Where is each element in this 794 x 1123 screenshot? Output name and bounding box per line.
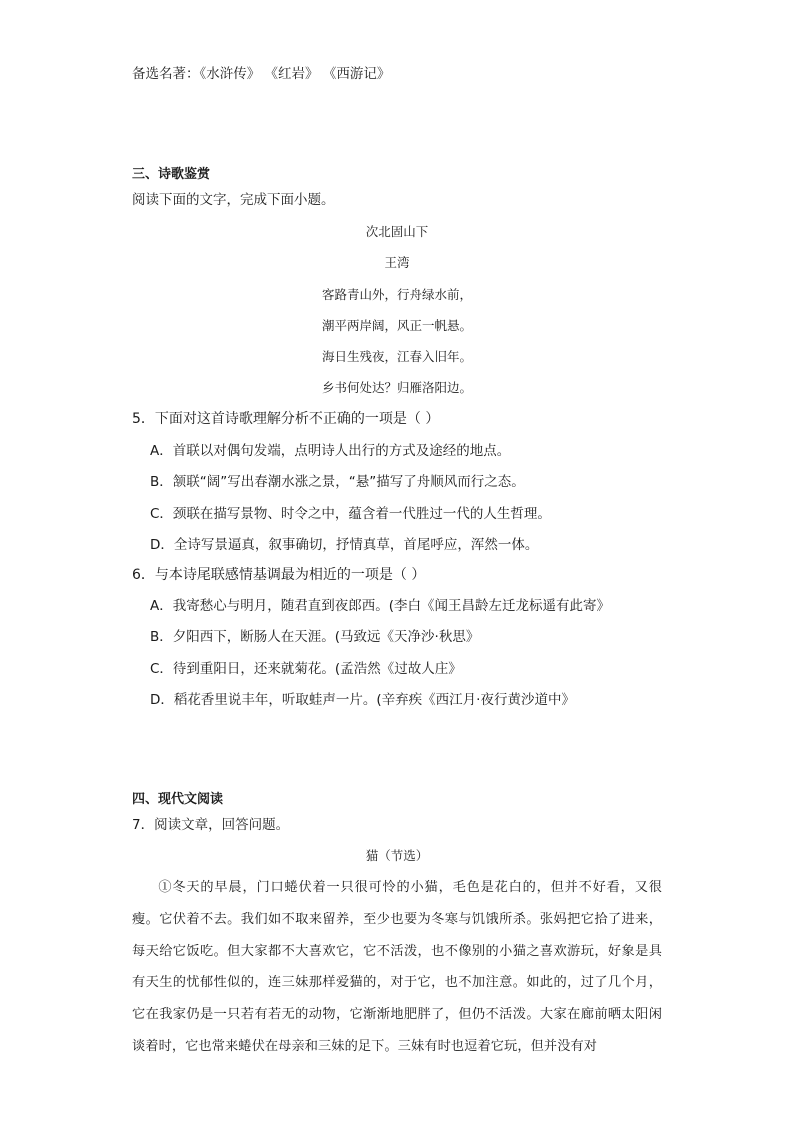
question-6-option-c: C．待到重阳日，还来就菊花。(孟浩然《过故人庄》 (150, 661, 462, 677)
section-heading-poetry: 三、诗歌鉴赏 (132, 167, 211, 182)
poetry-instruction: 阅读下面的文字，完成下面小题。 (132, 192, 335, 208)
section-heading-modern-reading: 四、现代文阅读 (132, 792, 224, 807)
question-7-stem: 7．阅读文章，回答问题。 (132, 817, 290, 833)
alternative-books: 备选名著：《水浒传》 《红岩》 《西游记》 (132, 66, 391, 82)
article-paragraph: ①冬天的早晨，门口蜷伏着一只很可怜的小猫，毛色是花白的，但并不好看，又很瘦。它伏着不去。我们如不取来留养，至少也要为冬寒与饥饿所杀。张妈把它拾了进来，每天给它饭吃。但大家都不大喜欢它，它不活泼，也不像别的小猫之喜欢游玩，好象是具有天生的忧郁性似的，连三妹那样爱猫的，对于它，也不加注意。如此的，过了几个月，它在我家仍是一只若有若无的动物，它渐渐地肥胖了，但仍不活泼。大家在廊前晒太阳闲谈着时，它也常来蜷伏在母亲和三妹的足下。三妹有时也逗着它玩，但并没有对 (132, 880, 662, 1054)
question-5-option-d: D．全诗写景逼真，叙事确切，抒情真草，首尾呼应，浑然一体。 (150, 537, 539, 553)
poem-line: 乡书何处达？归雁洛阳边。 (321, 380, 472, 395)
question-5-option-b: B．颔联“阔”写出春潮水涨之景，“悬”描写了舟顺风而行之态。 (150, 474, 525, 490)
question-5-stem: 5．下面对这首诗歌理解分析不正确的一项是（ ） (132, 411, 440, 427)
question-5-option-c: C．颈联在描写景物、时令之中，蕴含着一代胜过一代的人生哲理。 (150, 506, 551, 522)
article-title: 猫（节选） (365, 848, 429, 863)
poem-line: 客路青山外，行舟绿水前， (321, 287, 472, 302)
poem-line: 潮平两岸阔，风正一帆悬。 (321, 318, 472, 333)
question-5-option-a: A．首联以对偶句发端，点明诗人出行的方式及途经的地点。 (150, 443, 511, 459)
poem-title: 次北固山下 (365, 224, 429, 239)
question-6-stem: 6．与本诗尾联感情基调最为相近的一项是（ ） (132, 567, 426, 583)
question-6-option-a: A．我寄愁心与明月，随君直到夜郎西。(李白《闻王昌龄左迁龙标遥有此寄》 (150, 598, 611, 614)
question-6-option-d: D．稻花香里说丰年，听取蛙声一片。(辛弃疾《西江月·夜行黄沙道中》 (150, 692, 575, 708)
poem-line: 海日生残夜，江春入旧年。 (321, 349, 472, 364)
question-6-option-b: B．夕阳西下，断肠人在天涯。(马致远《天净沙·秋思》 (150, 629, 480, 645)
poem-author: 王湾 (384, 255, 410, 270)
